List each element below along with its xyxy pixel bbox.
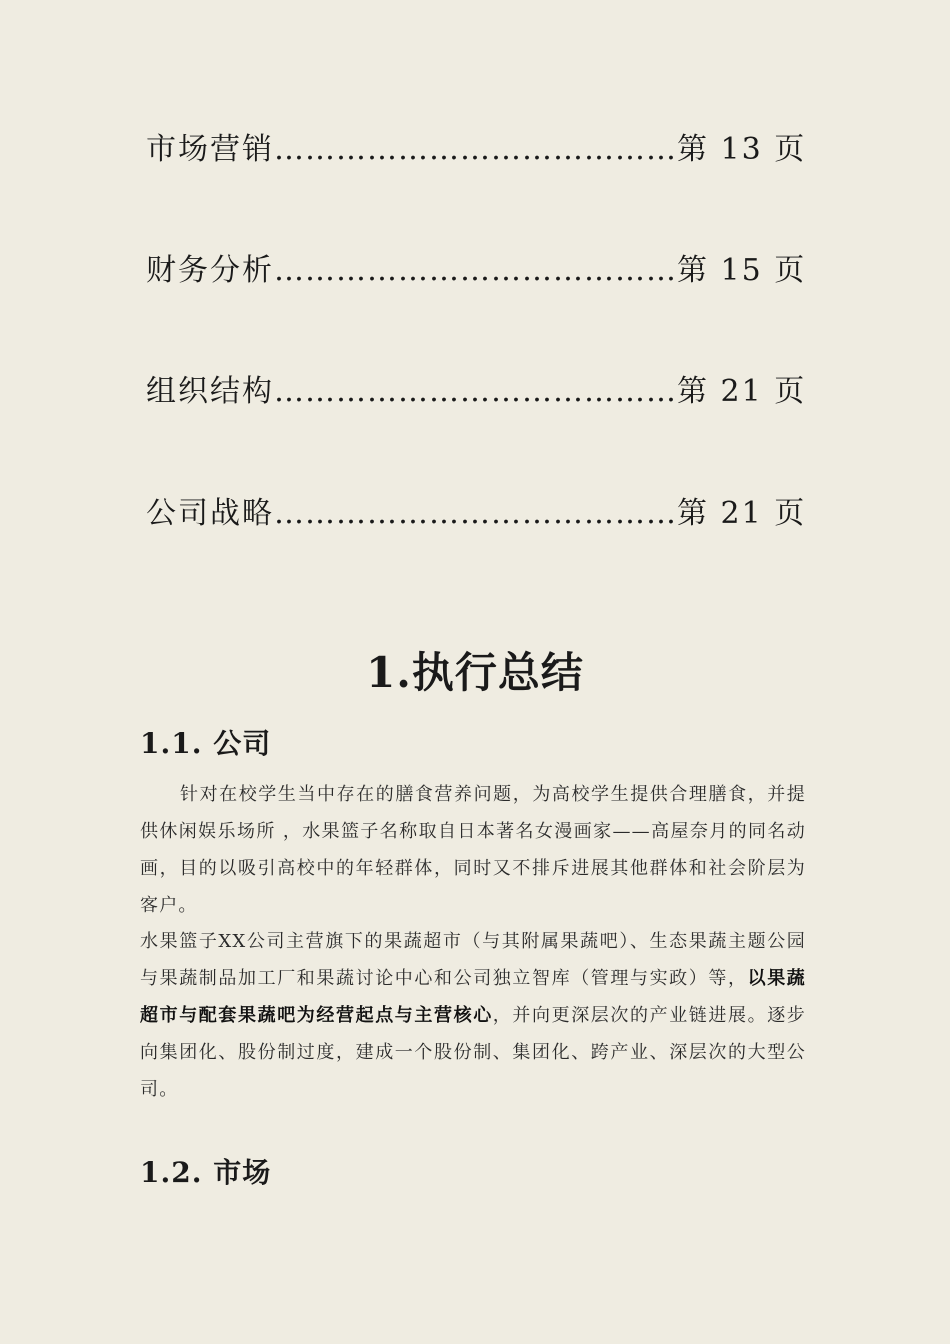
toc-entry-finance[interactable]: [146, 249, 807, 293]
toc-page-number: 第 21 页: [677, 374, 807, 409]
section-heading-executive-summary: 1.执行总结: [366, 648, 584, 697]
toc-leader-dots: …………………………………: [274, 496, 677, 531]
toc-page-number: 第 15 页: [677, 253, 807, 288]
paragraph-text: ，并向更深层次的产业链进展。逐步向集团化、股份制过度，建成一个股份制、集团化、跨产业、深层次的大型公司。: [140, 1005, 806, 1100]
toc-entry-title: 市场营销: [146, 132, 274, 167]
toc-entry-title: 组织结构: [146, 374, 274, 409]
toc-page-number: 第 13 页: [677, 132, 807, 167]
toc-page-number: 第 21 页: [677, 496, 807, 531]
emphasized-text: 以果蔬超市与配套果蔬吧为经营起点与主营核心: [140, 968, 806, 1026]
toc-leader-dots: …………………………………: [274, 374, 677, 409]
toc-entry-marketing[interactable]: [146, 128, 807, 172]
toc-entry-title: 公司战略: [146, 496, 274, 531]
company-paragraph-2: [140, 923, 806, 1108]
paragraph-text: 水果篮子XX公司主营旗下的果蔬超市（与其附属果蔬吧）、生态果蔬主题公园与果蔬制品加工厂和果蔬讨论中心和公司独立智库（管理与实政）等，: [140, 931, 806, 989]
toc-leader-dots: …………………………………: [274, 132, 677, 167]
toc-leader-dots: …………………………………: [274, 253, 677, 288]
toc-entry-title: 财务分析: [146, 253, 274, 288]
subsection-heading-company: 1.1. 公司: [140, 727, 272, 760]
company-paragraph-1: 针对在校学生当中存在的膳食营养问题，为高校学生提供合理膳食，并提供休闲娱乐场所 ，水果篮子名称取自日本著名女漫画家——高屋奈月的同名动画，目的以吸引高校中的年轻群体，同时又不排斥进展其他群体和社会阶层为客户。: [140, 784, 806, 916]
toc-entry-organization[interactable]: [146, 370, 807, 414]
toc-entry-strategy[interactable]: [146, 492, 807, 536]
subsection-heading-market: 1.2. 市场: [140, 1156, 272, 1189]
